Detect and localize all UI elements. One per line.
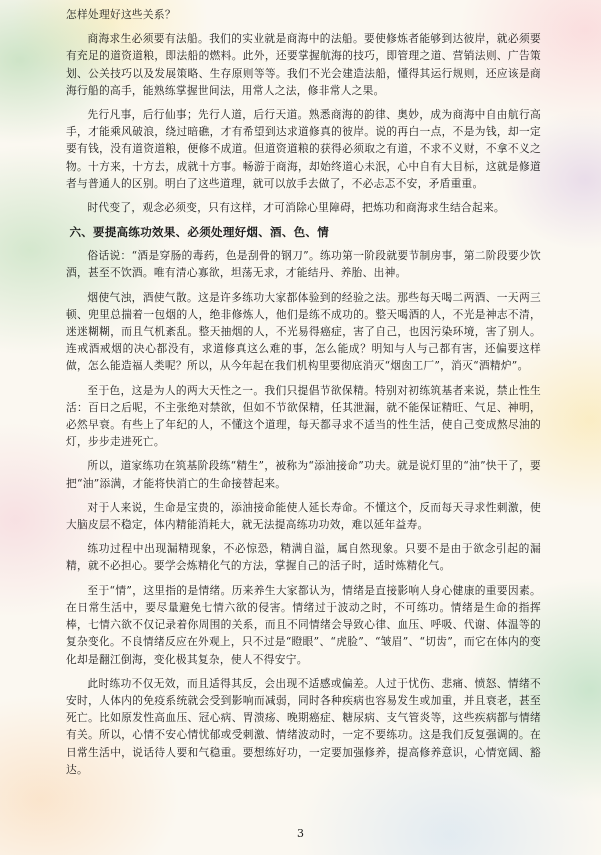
- paragraph: 商海求生必须要有法船。我们的实业就是商海中的法船。要使修炼者能够到达彼岸，就必须要有充足的道资道粮，即法船的燃料。此外，还要掌握航海的技巧，即管理之道、营销法则、广告策划、公关技巧以及发展策略、生存原则等等。我们不光会建造法船，懂得其运行规则，还应该是商海行船的高手，能熟练掌握世间法，用常人之法，修非常人之果。: [66, 32, 541, 97]
- paragraph: 烟使气浊，酒使气散。这是许多练功大家都体验到的经验之法。那些每天喝二两酒、一天两三顿、兜里总揣着一包烟的人，绝非修炼人，他们是练不成功的。整天喝酒的人，不光是神志不清，迷迷糊糊，而且气机紊乱。整天抽烟的人，不光易得癌症，害了自己，也因污染环境，害了别人。连戒酒戒烟的决心都没有，求道修真这么难的事，怎么能成？明知与人与己都有害，还偏要这样做，怎么能造福人类呢？所以，从今年起在我们机构里要彻底消灭“烟囱工厂”，消灭“酒精炉”。: [66, 290, 541, 373]
- paragraph: 时代变了，观念必须变，只有这样，才可消除心里障碍，把炼功和商海求生结合起来。: [87, 201, 505, 215]
- paragraph: 先行凡事，后行仙事；先行人道，后行天道。熟悉商海的韵律、奥妙，成为商海中自由航行高手，才能乘风破浪，绕过暗礁，才有希望到达求道修真的彼岸。说的再白一点，不是为钱，却一定要有钱，没有道资道粮，便修不成道。但道资道粮的获得必须取之有道，不求不义财，不拿不义之物。十方来，十方去，成就十方事。畅游于商海，却始终道心未泯，心中自有大目标，这就是修道者与普通人的区别。明白了这些道理，就可以放手去做了，不必忐忑不安，矛盾重重。: [66, 108, 541, 190]
- paragraph: 至于“情”，这里指的是情绪。历来养生大家都认为，情绪是直接影响人身心健康的重要因素。在日常生活中，要尽量避免七情六欲的侵害。情绪过于波动之时，不可练功。情绪是生命的指挥棒，七情六欲不仅记录着你周围的关系，而且不同情绪会导致心律、血压、呼吸、代谢、体温等的复杂变化。不良情绪反应在外观上，只不过是“瞪眼”、“虎脸”、“皱眉”、“切齿”，而它在体内的变化却是翻江倒海，变化极其复杂，使人不得安宁。: [66, 583, 541, 666]
- document-page: [66, 6, 541, 785]
- paragraph: 练功过程中出现漏精现象，不必惊恐，精满自溢，属自然现象。只要不是由于欲念引起的漏精，就不必担心。要学会炼精化气的方法，掌握自己的活子时，适时炼精化气。: [66, 542, 541, 573]
- paragraph-question: 怎样处理好这些关系？: [66, 8, 176, 21]
- paragraph: 所以，道家练功在筑基阶段练“精生”，被称为“添油接命”功夫。就是说灯里的“油”快干了，要把“油”添满，才能将快消亡的生命接替起来。: [66, 459, 541, 490]
- section-heading: 六、要提高练功效果、必须处理好烟、酒、色、情: [69, 225, 330, 240]
- paragraph: 此时练功不仅无效，而且适得其反，会出现不适感或偏差。人过于忧伤、悲痛、愤怒、情绪不安时，人体内的免疫系统就会受到影响而减弱，同时各种疾病也容易发生或加重，并且衰老，甚至死亡。比如原发性高血压、冠心病、胃溃疡、晚期癌症、糖尿病、支气管炎等，这些疾病都与情绪有关。所以，心情不安心情忧郁或受刺激、情绪波动时，一定不要练功。这是我们反复强调的。在日常生活中，说话待人要和气稳重。要想练好功，一定要加强修养，提高修养意识，心情宽阔、豁达。: [66, 676, 541, 776]
- paragraph: 至于色，这是为人的两大天性之一。我们只提倡节欲保精。特别对初练筑基者来说，禁止性生活：百日之后呢，不主张绝对禁欲，但如不节欲保精，任其泄漏，就不能保证精旺、气足、神明，必然早衰。有些上了年纪的人，不懂这个道理，每天都寻求不适当的性生活，使自己变成熬尽油的灯，步步走进死亡。: [66, 383, 541, 449]
- paragraph: 俗话说：“酒是穿肠的毒药，色是刮骨的钢刀”。练功第一阶段就要节制房事，第二阶段要少饮酒，甚至不饮酒。唯有清心寡欲，坦荡无求，才能结丹、养胎、出神。: [66, 249, 541, 280]
- paragraph: 对于人来说，生命是宝贵的，添油接命能使人延长寿命。不懂这个，反而每天寻求性刺激，使大脑皮层不稳定，体内精能消耗大，就无法提高练功功效，难以延年益寿。: [66, 500, 541, 532]
- page-number: 3: [297, 827, 304, 840]
